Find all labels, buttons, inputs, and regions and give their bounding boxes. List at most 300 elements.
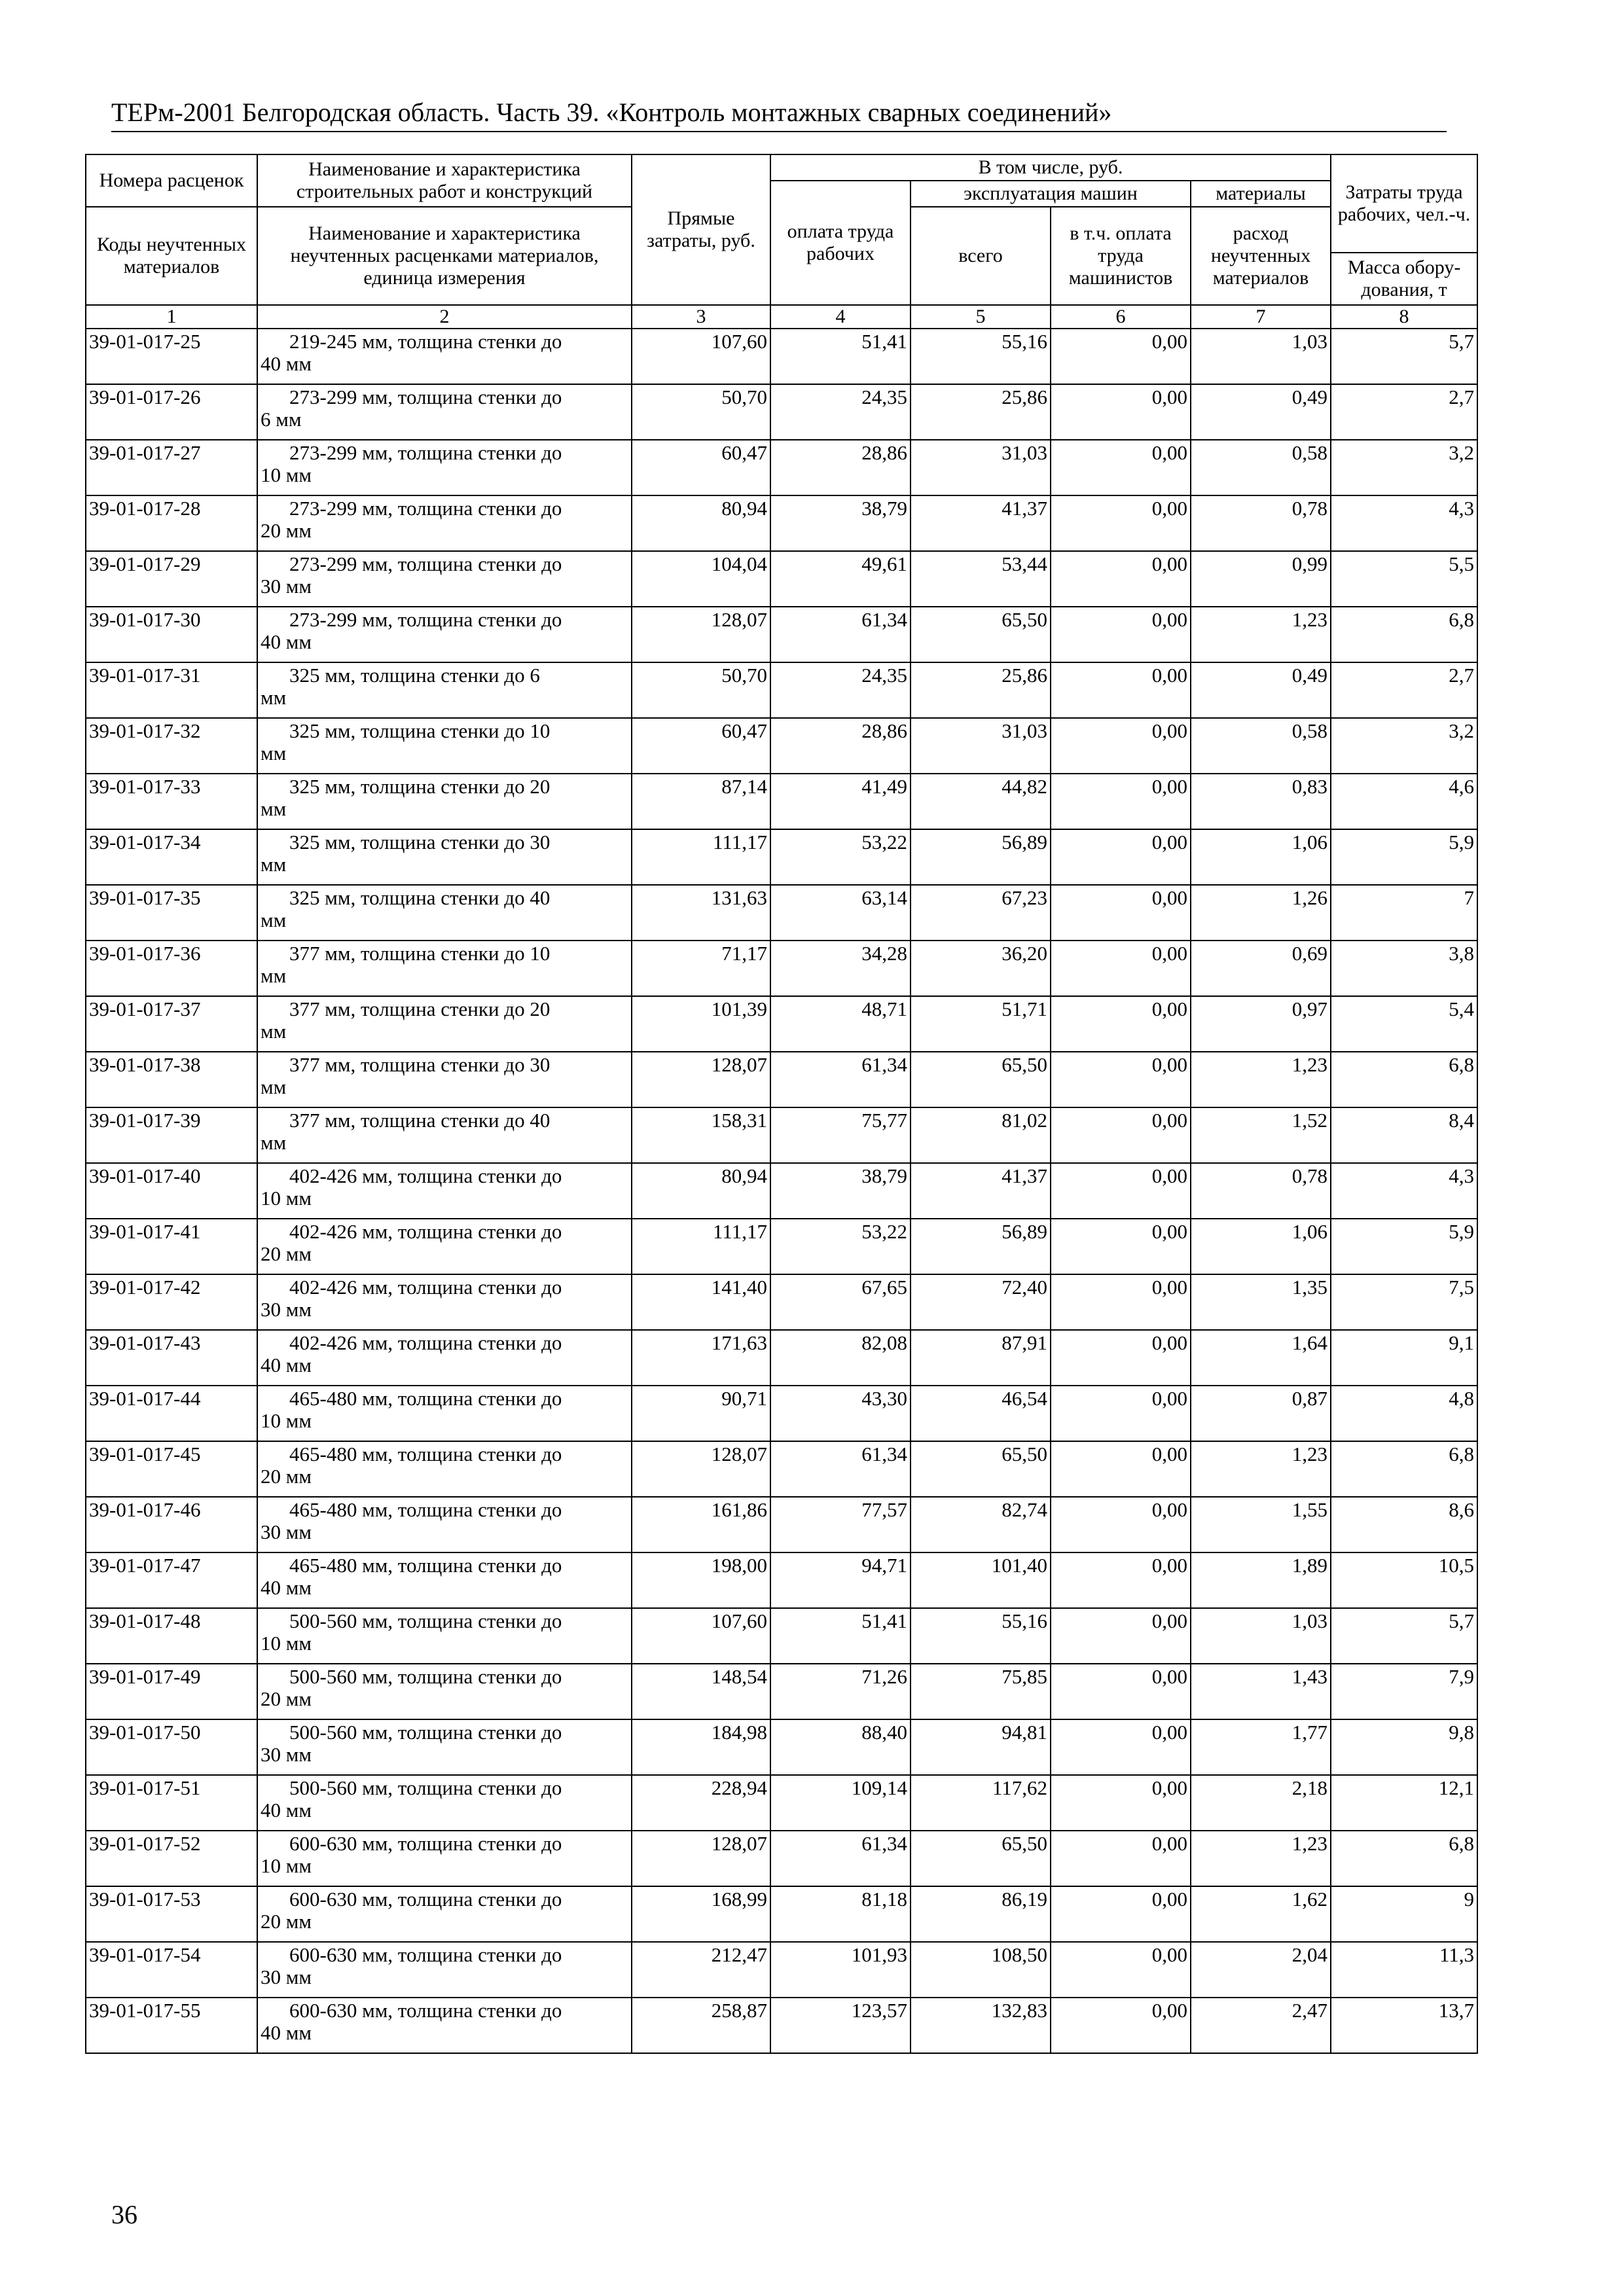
table-body [86, 329, 1477, 2053]
rate-code: 39-01-017-55 [86, 1998, 257, 2053]
work-description [257, 1441, 632, 1497]
value-materials: 1,89 [1191, 1552, 1331, 1608]
table-row [86, 1497, 1477, 1552]
value-labor: 88,40 [770, 1719, 911, 1775]
value-hours: 7,9 [1331, 1664, 1477, 1719]
value-machines: 41,37 [911, 1163, 1051, 1219]
value-materials: 1,23 [1191, 607, 1331, 662]
column-number: 3 [632, 305, 770, 329]
value-operators: 0,00 [1051, 551, 1191, 607]
header-divider [111, 131, 1447, 132]
table-row [86, 1775, 1477, 1831]
value-direct: 104,04 [632, 551, 770, 607]
value-machines: 55,16 [911, 329, 1051, 384]
column-number: 1 [86, 305, 257, 329]
value-direct: 101,39 [632, 996, 770, 1052]
header-machine-operation: эксплуатация машин [911, 181, 1191, 207]
value-direct: 131,63 [632, 885, 770, 941]
value-hours: 3,2 [1331, 718, 1477, 774]
value-hours: 3,8 [1331, 941, 1477, 996]
value-machines: 36,20 [911, 941, 1051, 996]
value-hours: 8,4 [1331, 1107, 1477, 1163]
table-row [86, 885, 1477, 941]
value-materials: 0,69 [1191, 941, 1331, 996]
value-labor: 38,79 [770, 1163, 911, 1219]
work-description-line: 30 мм [261, 575, 312, 598]
value-labor: 101,93 [770, 1942, 911, 1998]
value-operators: 0,00 [1051, 662, 1191, 718]
value-labor: 67,65 [770, 1274, 911, 1330]
work-description-line: 500-560 мм, толщина стенки до [289, 1665, 562, 1688]
value-materials: 0,49 [1191, 662, 1331, 718]
work-description-line: 273-299 мм, толщина стенки до [289, 441, 562, 464]
value-materials: 0,58 [1191, 440, 1331, 495]
value-operators: 0,00 [1051, 1775, 1191, 1831]
work-description [257, 1219, 632, 1274]
value-machines: 46,54 [911, 1386, 1051, 1441]
table-row [86, 1274, 1477, 1330]
rates-table [85, 154, 1478, 2054]
header-equipment-mass: Масса обору-дования, т [1331, 253, 1477, 305]
value-materials: 0,78 [1191, 1163, 1331, 1219]
value-operators: 0,00 [1051, 1719, 1191, 1775]
value-materials: 2,04 [1191, 1942, 1331, 1998]
value-materials: 0,78 [1191, 495, 1331, 551]
header-rate-numbers: Номера расценок [86, 154, 257, 207]
value-materials: 1,03 [1191, 1608, 1331, 1664]
value-direct: 128,07 [632, 1831, 770, 1886]
value-direct: 111,17 [632, 829, 770, 885]
work-description-line: 600-630 мм, толщина стенки до [289, 1888, 562, 1910]
value-labor: 81,18 [770, 1886, 911, 1942]
value-machines: 67,23 [911, 885, 1051, 941]
header-unaccounted-materials: расход неучтенных материалов [1191, 207, 1331, 305]
value-labor: 63,14 [770, 885, 911, 941]
value-labor: 38,79 [770, 495, 911, 551]
value-labor: 28,86 [770, 440, 911, 495]
work-description [257, 1052, 632, 1107]
work-description-line: мм [261, 686, 287, 709]
rate-code: 39-01-017-36 [86, 941, 257, 996]
value-labor: 61,34 [770, 1441, 911, 1497]
value-operators: 0,00 [1051, 885, 1191, 941]
work-description-line: 402-426 мм, толщина стенки до [289, 1220, 562, 1243]
work-description [257, 941, 632, 996]
table-row [86, 941, 1477, 996]
rate-code: 39-01-017-54 [86, 1942, 257, 1998]
value-materials: 1,35 [1191, 1274, 1331, 1330]
value-materials: 1,55 [1191, 1497, 1331, 1552]
value-hours: 6,8 [1331, 1052, 1477, 1107]
value-direct: 80,94 [632, 495, 770, 551]
value-operators: 0,00 [1051, 1886, 1191, 1942]
rate-code: 39-01-017-47 [86, 1552, 257, 1608]
work-description-line: 377 мм, толщина стенки до 40 [289, 1109, 550, 1132]
value-hours: 5,4 [1331, 996, 1477, 1052]
work-description-line: 402-426 мм, толщина стенки до [289, 1331, 562, 1354]
value-machines: 117,62 [911, 1775, 1051, 1831]
value-machines: 65,50 [911, 1441, 1051, 1497]
work-description [257, 1552, 632, 1608]
work-description [257, 829, 632, 885]
value-labor: 51,41 [770, 329, 911, 384]
value-materials: 0,83 [1191, 774, 1331, 829]
value-materials: 0,49 [1191, 384, 1331, 440]
header-workers-pay: оплата труда рабочих [770, 181, 911, 305]
value-operators: 0,00 [1051, 996, 1191, 1052]
table-row [86, 1330, 1477, 1386]
value-machines: 108,50 [911, 1942, 1051, 1998]
work-description-line: 600-630 мм, толщина стенки до [289, 1999, 562, 2022]
column-number: 7 [1191, 305, 1331, 329]
value-operators: 0,00 [1051, 1274, 1191, 1330]
value-materials: 1,64 [1191, 1330, 1331, 1386]
work-description-line: 20 мм [261, 1910, 312, 1933]
value-materials: 1,43 [1191, 1664, 1331, 1719]
value-materials: 0,87 [1191, 1386, 1331, 1441]
work-description [257, 329, 632, 384]
work-description-line: 500-560 мм, толщина стенки до [289, 1776, 562, 1799]
value-hours: 4,6 [1331, 774, 1477, 829]
work-description [257, 1942, 632, 1998]
value-direct: 184,98 [632, 1719, 770, 1775]
value-labor: 41,49 [770, 774, 911, 829]
table-row [86, 1608, 1477, 1664]
value-machines: 65,50 [911, 1052, 1051, 1107]
header-material-name: Наименование и характеристика неучтенных расценками материалов, единица измерения [257, 207, 632, 305]
value-hours: 11,3 [1331, 1942, 1477, 1998]
value-hours: 7 [1331, 885, 1477, 941]
value-operators: 0,00 [1051, 1664, 1191, 1719]
table-row [86, 440, 1477, 495]
work-description-line: мм [261, 964, 287, 987]
value-direct: 107,60 [632, 329, 770, 384]
work-description-line: мм [261, 908, 287, 931]
value-machines: 87,91 [911, 1330, 1051, 1386]
work-description-line: 40 мм [261, 1799, 312, 1821]
value-hours: 4,3 [1331, 495, 1477, 551]
work-description-line: 325 мм, толщина стенки до 10 [289, 719, 550, 742]
value-materials: 1,23 [1191, 1831, 1331, 1886]
work-description [257, 1330, 632, 1386]
rate-code: 39-01-017-42 [86, 1274, 257, 1330]
value-direct: 50,70 [632, 662, 770, 718]
value-operators: 0,00 [1051, 941, 1191, 996]
header-machines-total: всего [911, 207, 1051, 305]
rate-code: 39-01-017-37 [86, 996, 257, 1052]
rate-code: 39-01-017-33 [86, 774, 257, 829]
work-description-line: 20 мм [261, 519, 312, 542]
value-machines: 55,16 [911, 1608, 1051, 1664]
value-materials: 2,47 [1191, 1998, 1331, 2053]
value-direct: 168,99 [632, 1886, 770, 1942]
table-row [86, 774, 1477, 829]
rate-code: 39-01-017-31 [86, 662, 257, 718]
value-direct: 128,07 [632, 607, 770, 662]
work-description-line: 465-480 мм, толщина стенки до [289, 1554, 562, 1577]
work-description-line: 402-426 мм, толщина стенки до [289, 1276, 562, 1299]
value-direct: 258,87 [632, 1998, 770, 2053]
column-number: 5 [911, 305, 1051, 329]
work-description-line: 10 мм [261, 463, 312, 486]
table-header [86, 154, 1477, 329]
work-description [257, 1497, 632, 1552]
value-direct: 90,71 [632, 1386, 770, 1441]
table-row [86, 1052, 1477, 1107]
value-direct: 212,47 [632, 1942, 770, 1998]
value-hours: 9,8 [1331, 1719, 1477, 1775]
value-operators: 0,00 [1051, 329, 1191, 384]
table-row [86, 1552, 1477, 1608]
value-direct: 128,07 [632, 1052, 770, 1107]
header-work-name: Наименование и характеристика строительных работ и конструкций [257, 154, 632, 207]
value-materials: 2,18 [1191, 1775, 1331, 1831]
value-direct: 50,70 [632, 384, 770, 440]
value-direct: 60,47 [632, 440, 770, 495]
work-description-line: 10 мм [261, 1854, 312, 1877]
work-description-line: 30 мм [261, 1298, 312, 1321]
value-operators: 0,00 [1051, 384, 1191, 440]
header-direct-costs: Прямые затраты, руб. [632, 154, 770, 305]
value-operators: 0,00 [1051, 1831, 1191, 1886]
value-hours: 8,6 [1331, 1497, 1477, 1552]
value-operators: 0,00 [1051, 1497, 1191, 1552]
work-description [257, 718, 632, 774]
value-machines: 81,02 [911, 1107, 1051, 1163]
value-direct: 198,00 [632, 1552, 770, 1608]
value-labor: 53,22 [770, 829, 911, 885]
rate-code: 39-01-017-32 [86, 718, 257, 774]
work-description-line: мм [261, 1075, 287, 1098]
work-description-line: 600-630 мм, толщина стенки до [289, 1943, 562, 1966]
work-description-line: мм [261, 742, 287, 764]
value-labor: 43,30 [770, 1386, 911, 1441]
work-description-line: 40 мм [261, 1576, 312, 1599]
rate-code: 39-01-017-34 [86, 829, 257, 885]
value-labor: 34,28 [770, 941, 911, 996]
table-row [86, 1719, 1477, 1775]
page-number: 36 [111, 2200, 137, 2229]
value-hours: 2,7 [1331, 384, 1477, 440]
rate-code: 39-01-017-44 [86, 1386, 257, 1441]
table-row [86, 829, 1477, 885]
value-machines: 56,89 [911, 829, 1051, 885]
page-header-title: ТЕРм-2001 Белгородская область. Часть 39. «Контроль монтажных сварных соединений» [111, 98, 1112, 127]
value-materials: 1,26 [1191, 885, 1331, 941]
table-row [86, 1886, 1477, 1942]
work-description-line: 325 мм, толщина стенки до 6 [289, 664, 540, 687]
table-row [86, 607, 1477, 662]
value-materials: 0,97 [1191, 996, 1331, 1052]
value-materials: 1,06 [1191, 1219, 1331, 1274]
value-materials: 1,03 [1191, 329, 1331, 384]
value-hours: 7,5 [1331, 1274, 1477, 1330]
work-description-line: 40 мм [261, 352, 312, 375]
work-description-line: 325 мм, толщина стенки до 20 [289, 775, 550, 798]
work-description-line: 465-480 мм, толщина стенки до [289, 1443, 562, 1465]
value-direct: 141,40 [632, 1274, 770, 1330]
value-machines: 53,44 [911, 551, 1051, 607]
value-operators: 0,00 [1051, 1163, 1191, 1219]
column-number: 2 [257, 305, 632, 329]
table-row [86, 1942, 1477, 1998]
header-materials: материалы [1191, 181, 1331, 207]
rate-code: 39-01-017-43 [86, 1330, 257, 1386]
value-labor: 82,08 [770, 1330, 911, 1386]
table-row [86, 1386, 1477, 1441]
value-labor: 48,71 [770, 996, 911, 1052]
value-labor: 109,14 [770, 1775, 911, 1831]
value-operators: 0,00 [1051, 1441, 1191, 1497]
column-numbers-row [86, 305, 1477, 329]
value-materials: 1,62 [1191, 1886, 1331, 1942]
value-hours: 5,9 [1331, 829, 1477, 885]
work-description [257, 1107, 632, 1163]
work-description-line: 500-560 мм, толщина стенки до [289, 1609, 562, 1632]
rate-code: 39-01-017-51 [86, 1775, 257, 1831]
value-operators: 0,00 [1051, 718, 1191, 774]
rate-code: 39-01-017-40 [86, 1163, 257, 1219]
value-labor: 61,34 [770, 1831, 911, 1886]
value-machines: 25,86 [911, 662, 1051, 718]
work-description-line: 273-299 мм, толщина стенки до [289, 386, 562, 408]
value-hours: 4,8 [1331, 1386, 1477, 1441]
value-direct: 128,07 [632, 1441, 770, 1497]
value-machines: 75,85 [911, 1664, 1051, 1719]
value-operators: 0,00 [1051, 774, 1191, 829]
header-operators-pay: в т.ч. оплата труда машинистов [1051, 207, 1191, 305]
work-description [257, 440, 632, 495]
work-description [257, 1608, 632, 1664]
rate-code: 39-01-017-29 [86, 551, 257, 607]
value-operators: 0,00 [1051, 1552, 1191, 1608]
work-description [257, 885, 632, 941]
value-labor: 61,34 [770, 1052, 911, 1107]
work-description-line: 40 мм [261, 1354, 312, 1376]
rate-code: 39-01-017-35 [86, 885, 257, 941]
rate-code: 39-01-017-25 [86, 329, 257, 384]
value-operators: 0,00 [1051, 607, 1191, 662]
value-machines: 44,82 [911, 774, 1051, 829]
value-labor: 71,26 [770, 1664, 911, 1719]
value-labor: 28,86 [770, 718, 911, 774]
work-description-line: 30 мм [261, 1743, 312, 1766]
header-material-codes: Коды неучтенных материалов [86, 207, 257, 305]
value-hours: 6,8 [1331, 1441, 1477, 1497]
work-description-line: 40 мм [261, 2021, 312, 2044]
value-materials: 1,23 [1191, 1441, 1331, 1497]
value-materials: 1,52 [1191, 1107, 1331, 1163]
work-description-line: 377 мм, толщина стенки до 30 [289, 1053, 550, 1076]
value-machines: 65,50 [911, 1831, 1051, 1886]
work-description-line: 30 мм [261, 1965, 312, 1988]
rate-code: 39-01-017-28 [86, 495, 257, 551]
value-materials: 1,77 [1191, 1719, 1331, 1775]
value-machines: 86,19 [911, 1886, 1051, 1942]
value-direct: 60,47 [632, 718, 770, 774]
work-description-line: 20 мм [261, 1242, 312, 1265]
value-labor: 24,35 [770, 662, 911, 718]
table-row [86, 1219, 1477, 1274]
rate-code: 39-01-017-27 [86, 440, 257, 495]
value-hours: 4,3 [1331, 1163, 1477, 1219]
work-description-line: 273-299 мм, толщина стенки до [289, 608, 562, 631]
table-row [86, 1441, 1477, 1497]
work-description [257, 1719, 632, 1775]
value-labor: 24,35 [770, 384, 911, 440]
value-machines: 41,37 [911, 495, 1051, 551]
table-row [86, 1107, 1477, 1163]
value-hours: 5,7 [1331, 329, 1477, 384]
work-description-line: мм [261, 797, 287, 820]
value-direct: 161,86 [632, 1497, 770, 1552]
value-machines: 51,71 [911, 996, 1051, 1052]
value-materials: 1,23 [1191, 1052, 1331, 1107]
value-direct: 80,94 [632, 1163, 770, 1219]
work-description-line: 402-426 мм, толщина стенки до [289, 1164, 562, 1187]
value-hours: 13,7 [1331, 1998, 1477, 2053]
table-row [86, 1664, 1477, 1719]
work-description-line: 500-560 мм, толщина стенки до [289, 1721, 562, 1744]
value-operators: 0,00 [1051, 1386, 1191, 1441]
value-labor: 75,77 [770, 1107, 911, 1163]
value-operators: 0,00 [1051, 1219, 1191, 1274]
work-description-line: 40 мм [261, 630, 312, 653]
value-hours: 2,7 [1331, 662, 1477, 718]
work-description [257, 384, 632, 440]
work-description [257, 1386, 632, 1441]
work-description [257, 1886, 632, 1942]
rate-code: 39-01-017-46 [86, 1497, 257, 1552]
value-hours: 12,1 [1331, 1775, 1477, 1831]
work-description-line: 20 мм [261, 1687, 312, 1710]
value-machines: 72,40 [911, 1274, 1051, 1330]
work-description-line: 273-299 мм, толщина стенки до [289, 552, 562, 575]
table-row [86, 996, 1477, 1052]
work-description [257, 1831, 632, 1886]
rate-code: 39-01-017-38 [86, 1052, 257, 1107]
work-description [257, 662, 632, 718]
value-hours: 3,2 [1331, 440, 1477, 495]
value-labor: 77,57 [770, 1497, 911, 1552]
value-labor: 49,61 [770, 551, 911, 607]
column-number: 6 [1051, 305, 1191, 329]
value-labor: 123,57 [770, 1998, 911, 2053]
work-description-line: 20 мм [261, 1465, 312, 1488]
work-description-line: 10 мм [261, 1409, 312, 1432]
work-description [257, 996, 632, 1052]
value-direct: 228,94 [632, 1775, 770, 1831]
value-hours: 6,8 [1331, 607, 1477, 662]
work-description-line: 273-299 мм, толщина стенки до [289, 497, 562, 520]
value-operators: 0,00 [1051, 1052, 1191, 1107]
value-machines: 56,89 [911, 1219, 1051, 1274]
value-materials: 0,99 [1191, 551, 1331, 607]
value-operators: 0,00 [1051, 1998, 1191, 2053]
value-operators: 0,00 [1051, 495, 1191, 551]
work-description [257, 774, 632, 829]
value-direct: 148,54 [632, 1664, 770, 1719]
work-description-line: 377 мм, толщина стенки до 10 [289, 942, 550, 965]
work-description [257, 1163, 632, 1219]
column-number: 4 [770, 305, 911, 329]
table-row [86, 1831, 1477, 1886]
rate-code: 39-01-017-50 [86, 1719, 257, 1775]
value-labor: 61,34 [770, 607, 911, 662]
column-number: 8 [1331, 305, 1477, 329]
work-description-line: 10 мм [261, 1632, 312, 1655]
value-labor: 53,22 [770, 1219, 911, 1274]
